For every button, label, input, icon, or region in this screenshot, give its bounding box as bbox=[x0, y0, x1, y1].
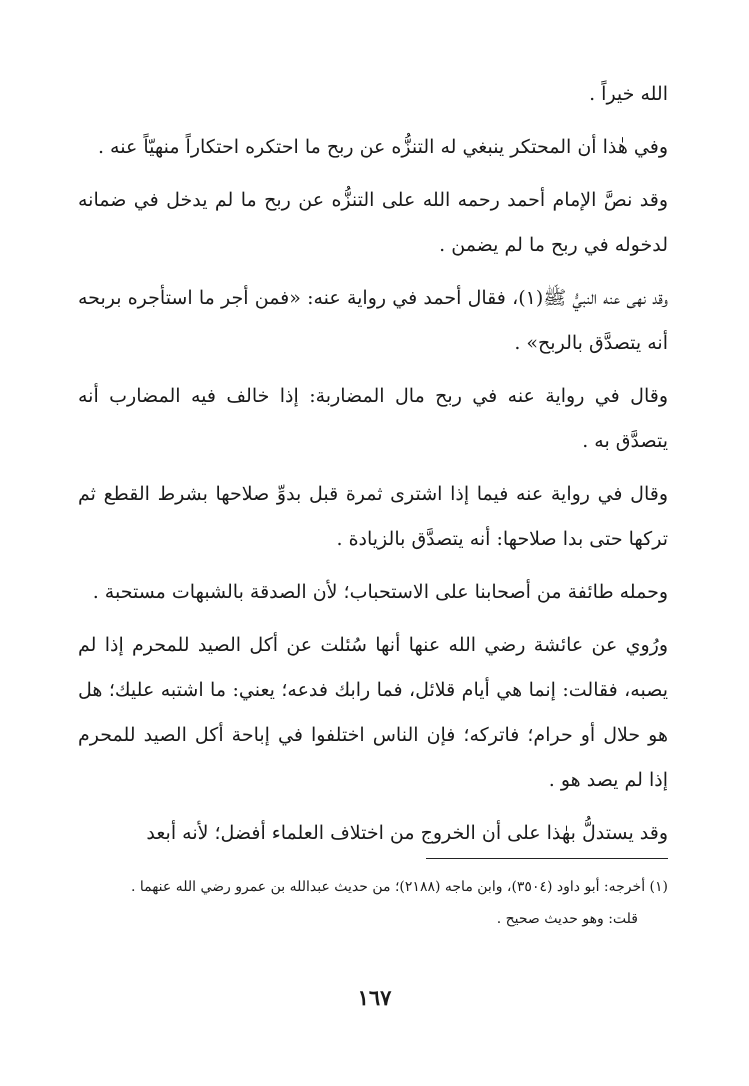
footnotes bbox=[78, 872, 668, 936]
page-number: ١٦٧ bbox=[357, 985, 392, 1010]
paragraph-5: وقال في رواية عنه في ربح مال المضاربة: إذا خالف فيه المضارب أنه يتصدَّق به . bbox=[78, 385, 668, 452]
paragraph-7: وحمله طائفة من أصحابنا على الاستحباب؛ لأن الصدقة بالشبهات مستحبة . bbox=[92, 581, 668, 603]
footnote-1-comment: قلت: وهو حديث صحيح . bbox=[496, 911, 638, 927]
footnote-divider bbox=[426, 858, 668, 859]
paragraph-1: الله خيراً . bbox=[589, 83, 668, 105]
paragraph-4: وقد نهى عنه النبيُّ ﷺ(١)، فقال أحمد في رواية عنه: «فمن أجر ما استأجره بربحه أنه يتصدَّق بالربح» . bbox=[78, 287, 668, 354]
paragraph-3: وقد نصَّ الإمام أحمد رحمه الله على التنزُّه عن ربح ما لم يدخل في ضمانه لدخوله في ربح ما لم يضمن . bbox=[78, 189, 668, 256]
paragraph-6: وقال في رواية عنه فيما إذا اشترى ثمرة قبل بدوِّ صلاحها بشرط القطع ثم تركها حتى بدا صلاحها: أنه يتصدَّق بالزيادة . bbox=[78, 483, 668, 550]
footnote-1: (١) أخرجه: أبو داود (٣٥٠٤)، وابن ماجه (٢١٨٨)؛ من حديث عبدالله بن عمرو رضي الله عنهما . bbox=[130, 879, 668, 895]
paragraph-8: ورُوي عن عائشة رضي الله عنها أنها سُئلت عن أكل الصيد للمحرم إذا لم يصبه، فقالت: إنما هي أيام قلائل، فما رابك فدعه؛ يعني: ما اشتبه عليك؛ هل هو حلال أو حرام؛ فاتركه؛ فإن الناس اختلفوا في إباحة أكل الصيد للمحرم إذا لم يصد هو . bbox=[78, 634, 668, 791]
paragraph-9: وقد يستدلُّ بهٰذا على أن الخروج من اختلاف العلماء أفضل؛ لأنه أبعد bbox=[146, 822, 668, 844]
paragraph-2: وفي هٰذا أن المحتكر ينبغي له التنزُّه عن ربح ما احتكره احتكاراً منهيّاً عنه . bbox=[97, 136, 668, 158]
main-text bbox=[78, 72, 668, 864]
